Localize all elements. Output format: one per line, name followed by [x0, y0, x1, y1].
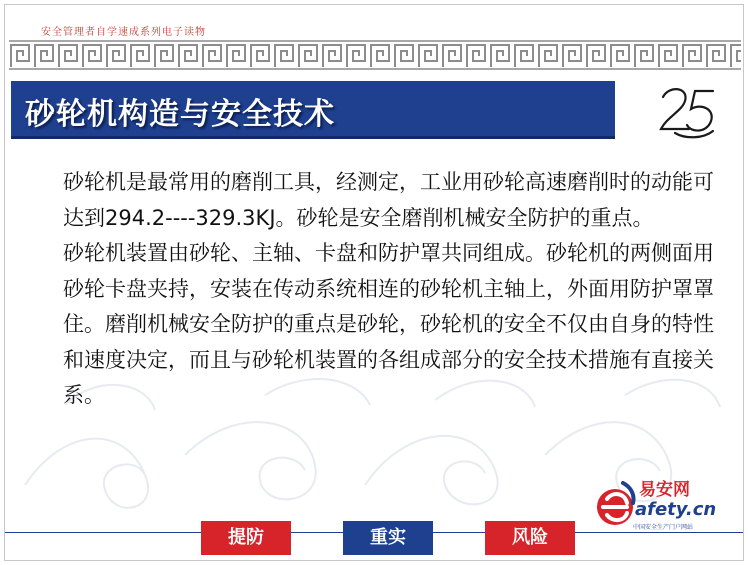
tag-risk: 风险	[485, 521, 575, 555]
brand-subtitle: 中国安全生产门户网站	[633, 524, 694, 531]
greek-key-border	[9, 39, 741, 71]
brand-domain: afety.cn	[635, 499, 717, 520]
safety-e-logo-icon	[593, 477, 637, 531]
paragraph-2: 砂轮机装置由砂轮、主轴、卡盘和防护罩共同组成。砂轮机的两侧面用砂轮卡盘夹持，安装在传动系统相连的砂轮机主轴上，外面用防护罩罩住。磨削机械安全防护的重点是砂轮，砂轮机的安全不仅由自身的特性和速度决定，而且与砂轮机装置的各组成部分的安全技术措施有直接关系。	[63, 241, 714, 407]
slide	[4, 4, 744, 561]
tag-emphasis: 重实	[343, 521, 433, 555]
brand-logo	[593, 471, 723, 533]
paragraph-1: 砂轮机是最常用的磨削工具，经测定，工业用砂轮高速磨削时的动能可达到294.2----329.3KJ。砂轮是安全磨削机械安全防护的重点。	[63, 170, 714, 230]
page-title: 砂轮机构造与安全技术	[25, 97, 335, 132]
ornamental-25-logo-icon	[655, 83, 717, 141]
tag-prevent: 提防	[201, 521, 291, 555]
body-text	[63, 165, 723, 414]
series-caption: 安全管理者自学速成系列电子读物	[41, 27, 206, 38]
title-bar	[11, 81, 615, 139]
brand-name: 易安网	[639, 480, 690, 500]
header-band	[5, 5, 744, 75]
